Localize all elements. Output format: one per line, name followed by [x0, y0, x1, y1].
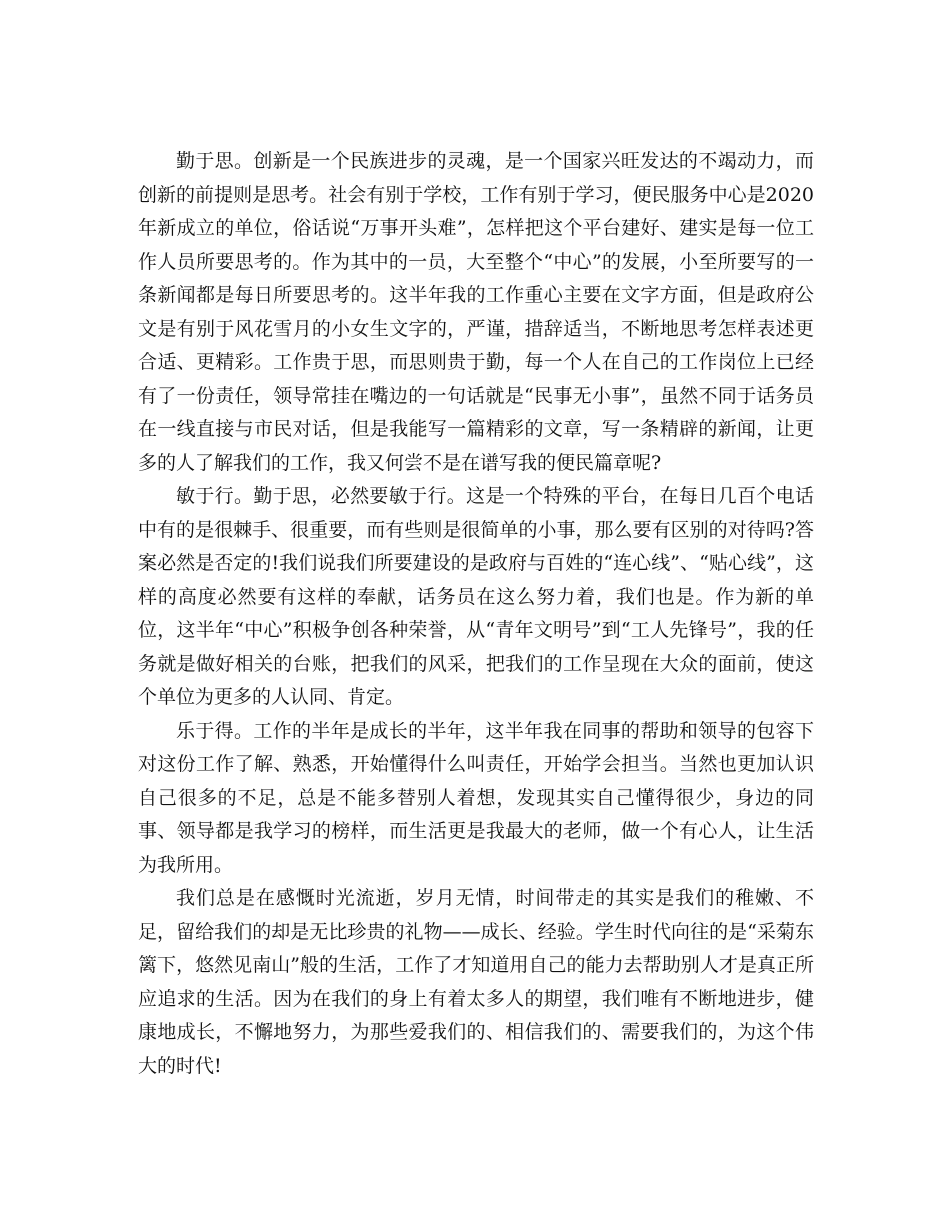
document-body: [138, 145, 814, 1083]
paragraph-le-yu-de: 乐于得。工作的半年是成长的半年，这半年我在同事的帮助和领导的包容下对这份工作了解、熟悉，开始懂得什么叫责任，开始学会担当。当然也更加认识自己很多的不足，总是不能多替别人着想，发现其实自己懂得很少，身边的同事、领导都是我学习的榜样，而生活更是我最大的老师，做一个有心人，让生活为我所用。: [138, 719, 814, 876]
paragraph-min-yu-xing: 敏于行。勤于思，必然要敏于行。这是一个特殊的平台，在每日几百个电话中有的是很棘手、很重要，而有些则是很简单的小事，那么要有区别的对待吗?答案必然是否定的!我们说我们所要建设的是政府与百姓的“连心线”、“贴心线”，这样的高度必然要有这样的奉献，话务员在这么努力着，我们也是。作为新的单位，这半年“中心”积极争创各种荣誉，从“青年文明号”到“工人先锋号”，我的任务就是做好相关的台账，把我们的风采，把我们的工作呈现在大众的面前，使这个单位为更多的人认同、肯定。: [138, 485, 814, 708]
paragraph-qin-yu-si: 勤于思。创新是一个民族进步的灵魂，是一个国家兴旺发达的不竭动力，而创新的前提则是思考。社会有别于学校，工作有别于学习，便民服务中心是2020年新成立的单位，俗话说“万事开头难”，怎样把这个平台建好、建实是每一位工作人员所要思考的。作为其中的一员，大至整个“中心”的发展，小至所要写的一条新闻都是每日所要思考的。这半年我的工作重心主要在文字方面，但是政府公文是有别于风花雪月的小女生文字的，严谨，措辞适当，不断地思考怎样表述更合适、更精彩。工作贵于思，而思则贵于勤，每一个人在自己的工作岗位上已经有了一份责任，领导常挂在嘴边的一句话就是“民事无小事”，虽然不同于话务员在一线直接与市民对话，但是我能写一篇精彩的文章，写一条精辟的新闻，让更多的人了解我们的工作，我又何尝不是在谱写我的便民篇章呢?: [138, 150, 814, 474]
paragraph-conclusion: 我们总是在感慨时光流逝，岁月无情，时间带走的其实是我们的稚嫩、不足，留给我们的却是无比珍贵的礼物——成长、经验。学生时代向往的是“采菊东篱下，悠然见南山”般的生活，工作了才知道用自己的能力去帮助别人才是真正所应追求的生活。因为在我们的身上有着太多人的期望，我们唯有不断地进步，健康地成长，不懈地努力，为那些爱我们的、相信我们的、需要我们的，为这个伟大的时代!: [138, 887, 814, 1077]
